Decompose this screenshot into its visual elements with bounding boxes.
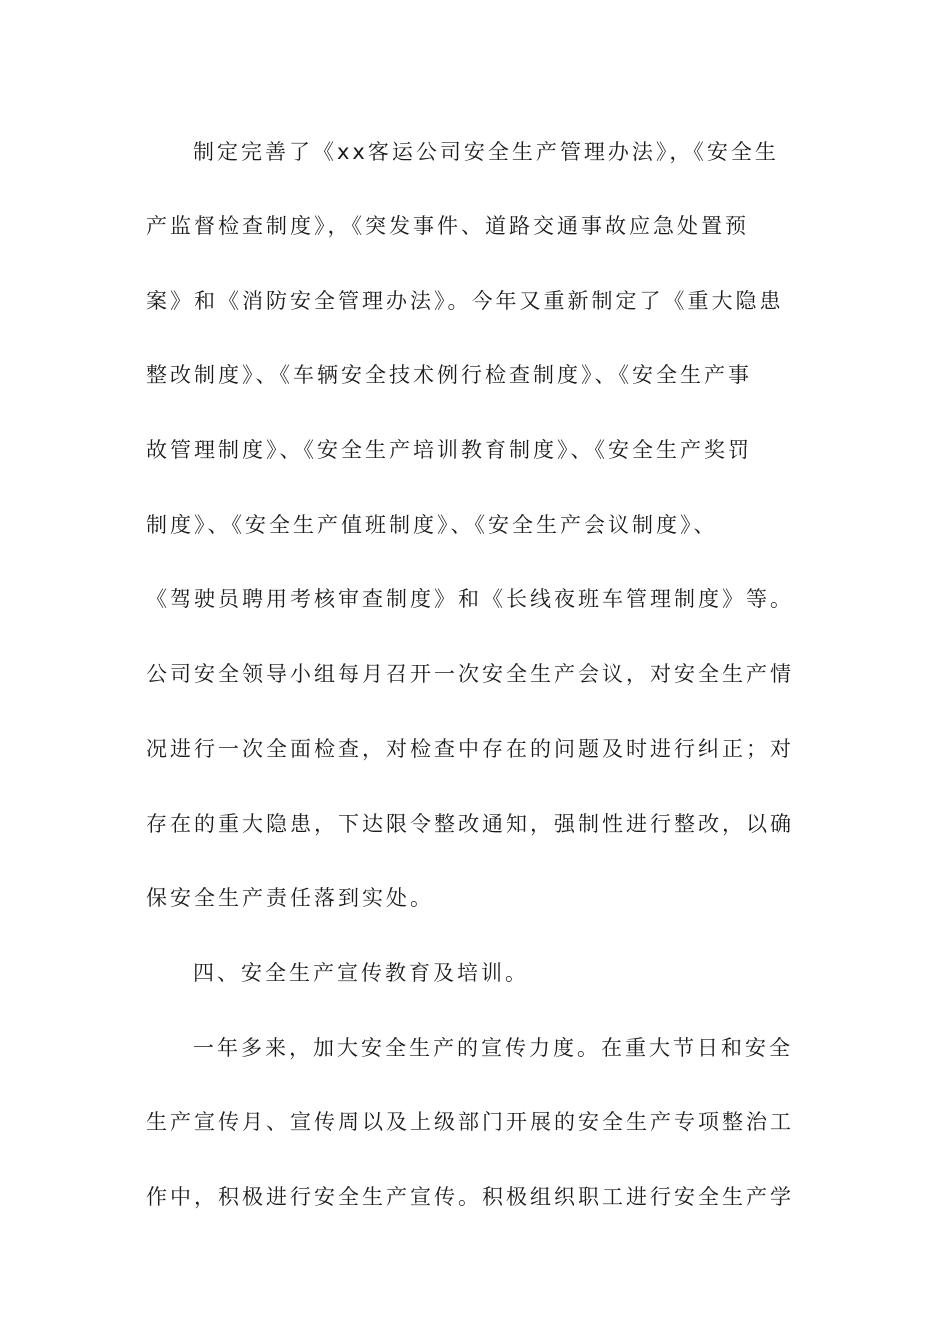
section-heading: 四、安全生产宣传教育及培训。	[193, 961, 529, 985]
paragraph-line: 公司安全领导小组每月召开一次安全生产会议，对安全生产情	[146, 662, 794, 686]
paragraph-line: 整改制度》、《车辆安全技术例行检查制度》、《安全生产事	[146, 363, 752, 387]
paragraph-line: 存在的重大隐患，下达限令整改通知，强制性进行整改，以确	[146, 812, 794, 836]
paragraph-line: 保安全生产责任落到实处。	[146, 886, 434, 910]
paragraph-line: 一年多来，加大安全生产的宣传力度。在重大节日和安全	[193, 1036, 793, 1060]
paragraph-line: 制定完善了《xx客运公司安全生产管理办法》，《安全生	[193, 140, 779, 164]
paragraph-line: 作中，积极进行安全生产宣传。积极组织职工进行安全生产学	[146, 1185, 794, 1209]
paragraph-line: 产监督检查制度》，《突发事件、道路交通事故应急处置预	[146, 214, 749, 238]
paragraph-line: 故管理制度》、《安全生产培训教育制度》、《安全生产奖罚	[146, 438, 752, 462]
paragraph-line: 《驾驶员聘用考核审查制度》和《长线夜班车管理制度》等。	[146, 587, 794, 611]
paragraph-line: 制度》、《安全生产值班制度》、《安全生产会议制度》、	[146, 513, 718, 537]
paragraph-line: 案》和《消防安全管理办法》。今年又重新制定了《重大隐患	[146, 289, 784, 313]
paragraph-line: 况进行一次全面检查，对检查中存在的问题及时进行纠正；对	[146, 737, 794, 761]
paragraph-line: 生产宣传月、宣传周以及上级部门开展的安全生产专项整治工	[146, 1110, 794, 1134]
